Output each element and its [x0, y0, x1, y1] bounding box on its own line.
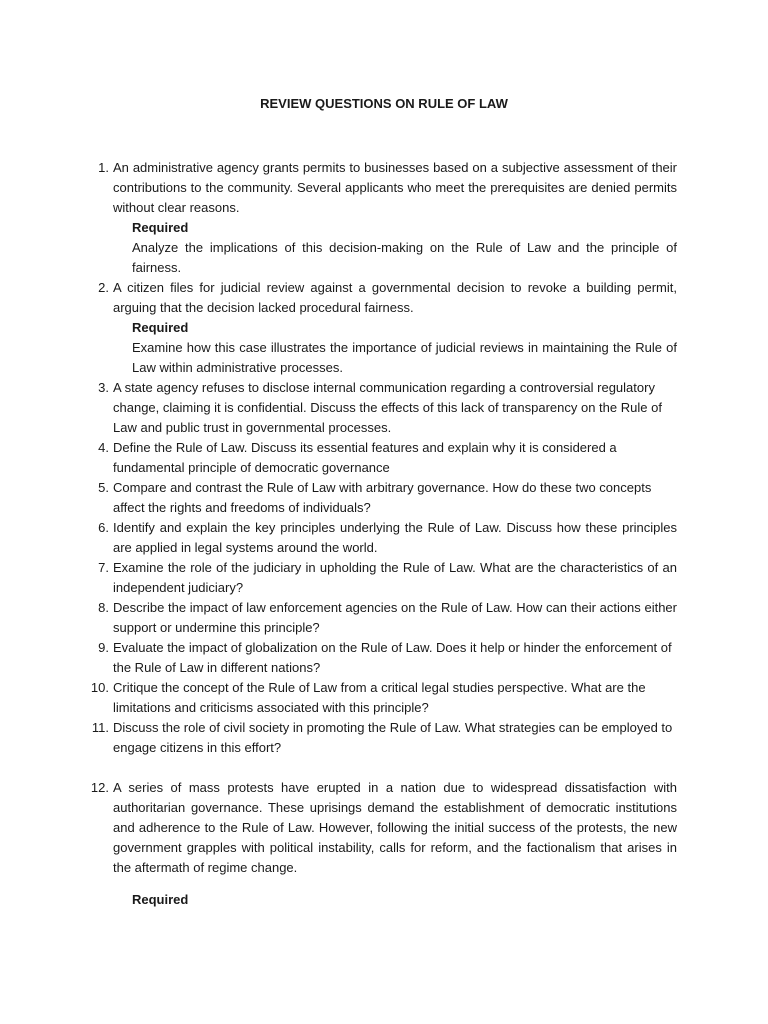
- required-block-12: [87, 890, 677, 910]
- question-text: A state agency refuses to disclose internal communication regarding a controversial regulatory change, claiming it is confidential. Discuss the effects of this lack of transparency on the Rule of Law and public trust in governmental processes.: [113, 380, 662, 435]
- question-item-6: [87, 518, 677, 558]
- question-text: A citizen files for judicial review against a governmental decision to revoke a building permit, arguing that the decision lacked procedural fairness.: [113, 280, 677, 315]
- question-number: 9.: [98, 640, 109, 655]
- question-item-1: [87, 158, 677, 218]
- required-block-2: [87, 318, 677, 378]
- required-label: Required: [132, 320, 189, 335]
- question-number: 7.: [98, 560, 109, 575]
- question-text: Discuss the role of civil society in promoting the Rule of Law. What strategies can be employed to engage citizens in this effort?: [113, 720, 673, 755]
- question-number: 1.: [98, 160, 109, 175]
- question-list: [87, 158, 677, 910]
- required-label: Required: [132, 892, 189, 907]
- question-item-7: [87, 558, 677, 598]
- question-text: Define the Rule of Law. Discuss its essential features and explain why it is considered a fundamental principle of democratic governance: [113, 440, 617, 475]
- question-number: 11.: [91, 720, 109, 735]
- question-text: An administrative agency grants permits to businesses based on a subjective assessment of their contributions to the community. Several applicants who meet the prerequisites are denied permits without clear reasons.: [113, 160, 677, 215]
- question-text: A series of mass protests have erupted in a nation due to widespread dissatisfaction with authoritarian governance. These uprisings demand the establishment of democratic institutions and adherence to the Rule of Law. However, following the initial success of the protests, the new government grapples with political instability, calls for reform, and the factionalism that arises in the aftermath of regime change.: [113, 780, 677, 875]
- question-item-5: [87, 478, 677, 518]
- question-item-8: [87, 598, 677, 638]
- question-number: 4.: [98, 440, 109, 455]
- question-number: 12.: [90, 780, 109, 795]
- question-text: Critique the concept of the Rule of Law from a critical legal studies perspective. What are the limitations and criticisms associated with this principle?: [113, 680, 646, 715]
- question-item-10: [87, 678, 677, 718]
- question-item-12: [87, 778, 677, 878]
- question-number: 10.: [90, 680, 109, 695]
- question-text: Compare and contrast the Rule of Law with arbitrary governance. How do these two concepts affect the rights and freedoms of individuals?: [113, 480, 652, 515]
- question-text: Evaluate the impact of globalization on the Rule of Law. Does it help or hinder the enforcement of the Rule of Law in different nations?: [113, 640, 672, 675]
- question-item-2: [87, 278, 677, 318]
- question-text: Examine the role of the judiciary in upholding the Rule of Law. What are the characteristics of an independent judiciary?: [113, 560, 677, 595]
- question-text: Describe the impact of law enforcement agencies on the Rule of Law. How can their actions either support or undermine this principle?: [113, 600, 677, 635]
- question-number: 5.: [98, 480, 109, 495]
- question-number: 3.: [98, 380, 109, 395]
- required-text: Examine how this case illustrates the importance of judicial reviews in maintaining the Rule of Law within administrative processes.: [132, 340, 677, 375]
- question-number: 6.: [98, 520, 109, 535]
- question-item-11: [87, 718, 677, 758]
- question-number: 2.: [98, 280, 109, 295]
- question-item-4: [87, 438, 677, 478]
- required-block-1: [87, 218, 677, 278]
- required-label: Required: [132, 220, 189, 235]
- page-title: REVIEW QUESTIONS ON RULE OF LAW: [260, 96, 508, 111]
- question-item-9: [87, 638, 677, 678]
- question-number: 8.: [98, 600, 109, 615]
- required-text: Analyze the implications of this decision-making on the Rule of Law and the principle of fairness.: [132, 240, 677, 275]
- question-item-3: [87, 378, 677, 438]
- question-text: Identify and explain the key principles underlying the Rule of Law. Discuss how these principles are applied in legal systems around the world.: [113, 520, 677, 555]
